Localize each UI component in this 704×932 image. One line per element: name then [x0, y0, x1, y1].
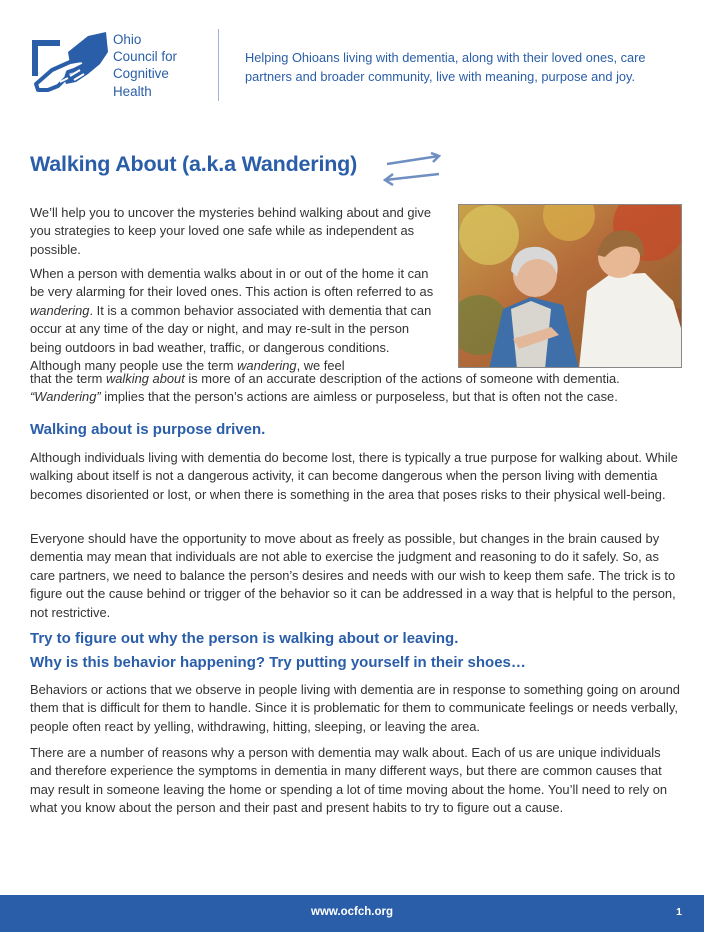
emphasis-wandering: wandering	[30, 302, 90, 318]
page-number: 1	[676, 906, 682, 918]
page-title: Walking About (a.k.a Wandering)	[30, 152, 358, 176]
intro-paragraph-2	[30, 265, 442, 375]
caregiver-photo	[458, 204, 682, 368]
section-heading-figure-out-why: Try to figure out why the person is walking about or leaving.	[30, 630, 459, 647]
bidirectional-arrows-icon	[381, 152, 443, 186]
intro-paragraph-2-continued	[30, 370, 680, 407]
logo-line-4: Health	[113, 83, 152, 99]
section-heading-purpose-driven: Walking about is purpose driven.	[30, 421, 266, 438]
emphasis-wandering-quoted: “Wandering”	[30, 389, 101, 405]
emphasis-walking-about: walking about	[105, 371, 185, 386]
logo-line-2: Council for	[113, 49, 178, 65]
section1-paragraph-1: Although individuals living with dementia do become lost, there is typically a true purpose for walking about. While walking about itself is not a dangerous activity, it can become dangerous when the person living with dementia becomes disoriented or lost, or when there is something in the area that poses risks to their physical well-being.	[30, 450, 678, 502]
emphasis-wandering: wandering	[237, 358, 297, 374]
intro-text-segment: that the term	[30, 371, 106, 386]
intro-text-segment: . It is a common behavior associated with dementia that can occur at any time of the day or night, and may re-sult in the person being outdoors in bad weather, traffic, or dangerous conditions. Although many people use the term	[30, 302, 432, 374]
intro-text-segment: When a person with dementia walks about in or out of the home it can be very alarming for their loved ones. This action is often referred to as	[30, 266, 434, 300]
intro-text-segment: , we feel	[296, 358, 345, 374]
footer-website-link[interactable]: www.ocfch.org	[311, 906, 393, 918]
logo-wordmark	[113, 31, 223, 100]
section1-paragraph-2: Everyone should have the opportunity to move about as freely as possible, but changes in the brain caused by dementia may mean that individuals are not able to exercise the judgment and reasoning to do it safely. So, as care partners, we need to balance the person’s desires and needs with our wish to keep them safe. The trick is to figure out the cause behind or trigger of the behavior so it can be addressed in a way that is helpful to the person, not restrictive.	[30, 531, 676, 620]
section2-paragraph-1: Behaviors or actions that we observe in people living with dementia are in response to something going on around them that is difficult for them to handle. Since it is problematic for them to communicate feelings or needs verbally, people often react by yelling, withdrawing, hitting, sleeping, or leaving the area.	[30, 682, 680, 734]
logo-line-1: Ohio	[113, 32, 142, 47]
intro-text-segment: is more of an accurate description of the actions of someone with dementia.	[184, 371, 620, 386]
caregiver-photo-image	[459, 205, 682, 368]
page-footer	[0, 895, 704, 932]
logo-line-3: Cognitive	[113, 66, 169, 82]
intro-paragraph-1: We’ll help you to uncover the mysteries behind walking about and give you strategies to keep your loved one safe while as independent as possible.	[30, 205, 432, 257]
ocfch-logo	[30, 30, 210, 110]
section2-paragraph-2: There are a number of reasons why a person with dementia may walk about. Each of us are unique individuals and therefore experience the symptoms in dementia in many different ways, but there are common causes that may result in someone leaving the home or spending a lot of time moving about the home. You’ll need to rely on what you know about the person and their past and present habits to try to figure out a cause.	[30, 745, 668, 816]
section-heading-why-happening: Why is this behavior happening? Try putting yourself in their shoes…	[30, 654, 526, 671]
handshake-icon	[30, 30, 110, 96]
header-tagline: Helping Ohioans living with dementia, along with their loved ones, care partners and broader community, live with meaning, purpose and joy.	[245, 50, 646, 84]
intro-text-segment: implies that the person’s actions are aimless or purposeless, but that is often not the case.	[100, 389, 618, 405]
header-divider	[218, 29, 219, 101]
